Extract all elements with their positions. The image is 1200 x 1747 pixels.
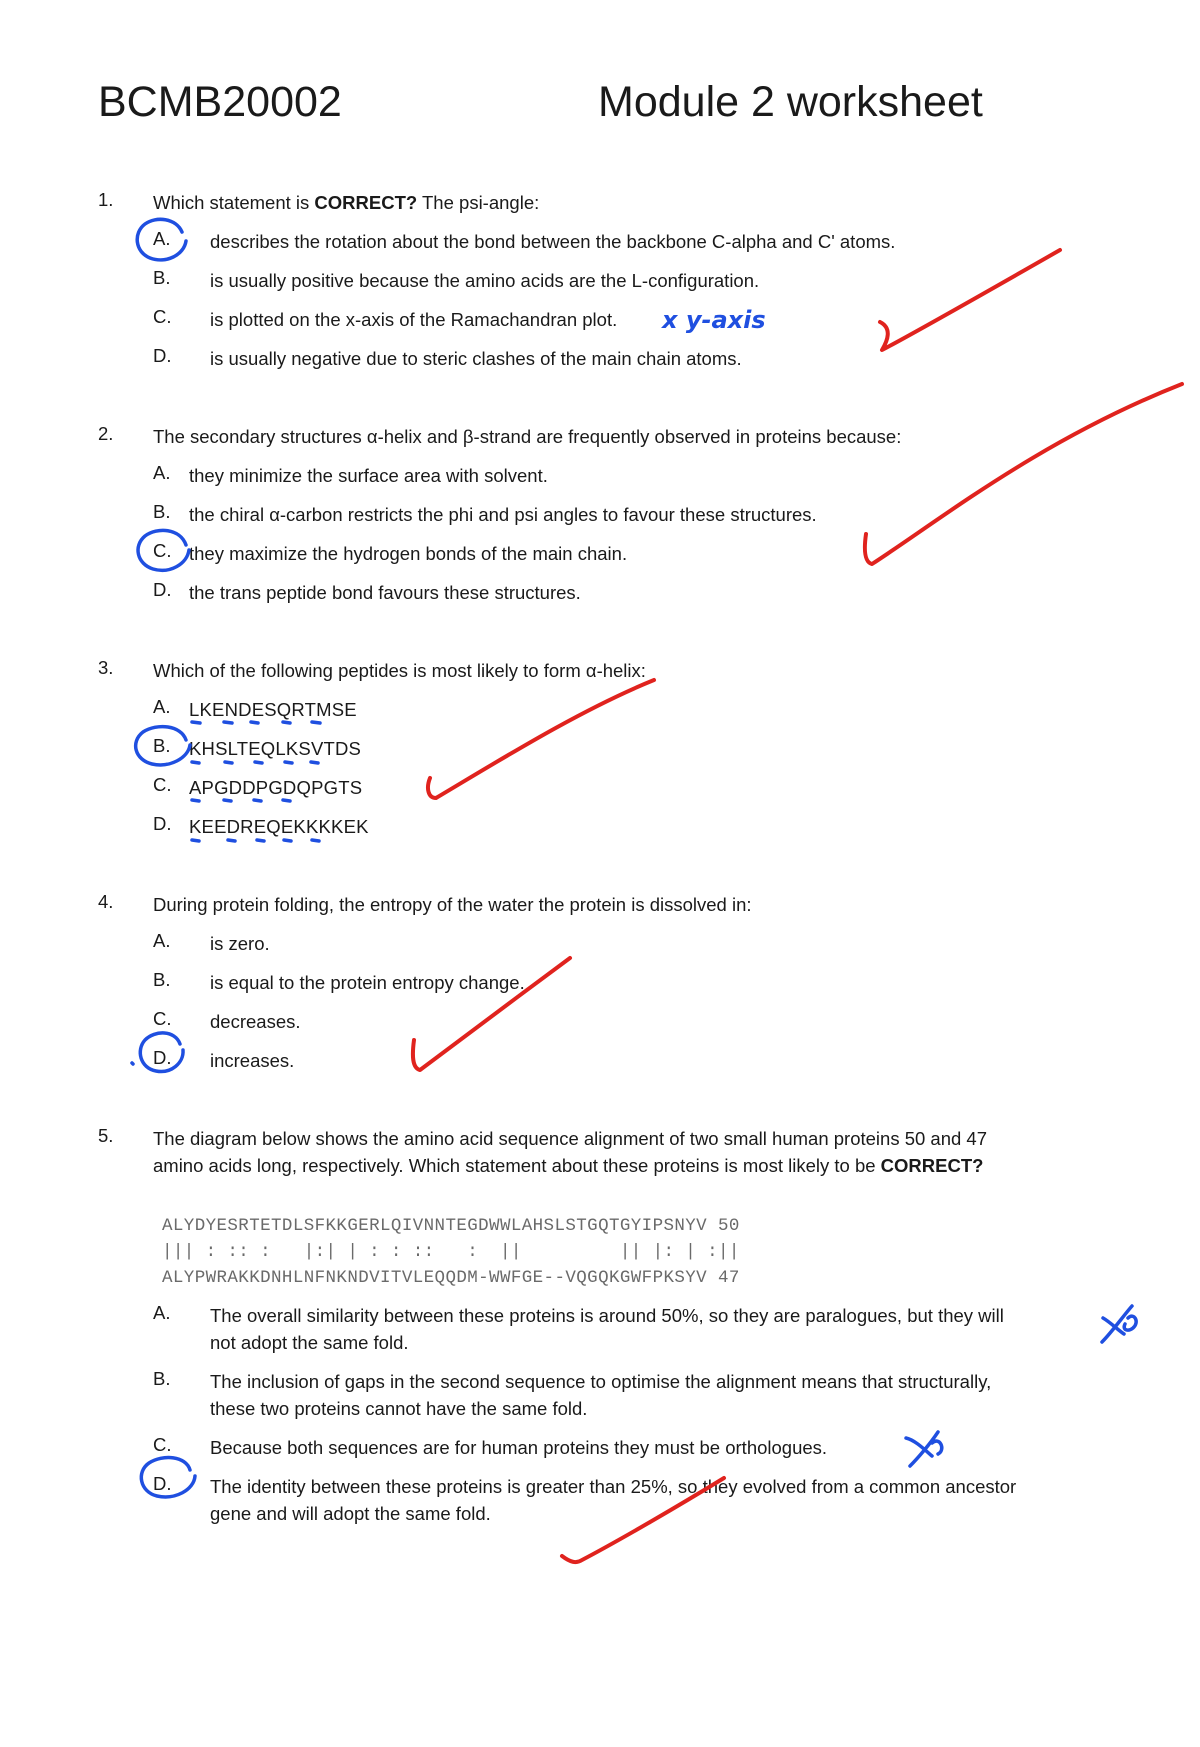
question-text: Which of the following peptides is most likely to form α-helix: <box>153 660 646 681</box>
question-number: 3. <box>98 657 114 678</box>
option-text: is zero. <box>210 933 270 954</box>
option-text: is equal to the protein entropy change. <box>210 972 525 993</box>
option-letter: D. <box>153 579 172 600</box>
pen-dot <box>132 1063 133 1064</box>
option-text: they minimize the surface area with solvent. <box>189 465 548 486</box>
option-letter: C. <box>153 540 172 561</box>
option-letter: B. <box>153 969 171 990</box>
check-mark <box>880 250 1060 350</box>
option-text: The identity between these proteins is greater than 25%, so they evolved from a common ancestor gene and will adopt the same fold. <box>210 1476 1017 1524</box>
option-letter: B. <box>153 735 171 756</box>
option-letter: B. <box>153 267 171 288</box>
option-letter: A. <box>153 696 171 717</box>
option-text: they maximize the hydrogen bonds of the main chain. <box>189 543 628 564</box>
question-number: 4. <box>98 891 114 912</box>
question-text: The diagram below shows the amino acid sequence alignment of two small human proteins 50 and 47 amino acids long, respectively. Which statement about these proteins is most likely to be CORRECT? <box>153 1128 988 1176</box>
course-code: BCMB20002 <box>98 78 342 126</box>
option-letter: A. <box>153 1302 171 1323</box>
alignment-seq-2: ALYPWRAKKDNHLNFNKNDVITVLEQQDM-WWFGE--VQGQKGWFPKSYV 47 <box>162 1268 740 1288</box>
question-text: Which statement is CORRECT? The psi-angle: <box>153 192 540 213</box>
option-text: is usually negative due to steric clashes of the main chain atoms. <box>210 348 742 369</box>
margin-note-axis: x y-axis <box>662 306 766 334</box>
option-letter: C. <box>153 774 172 795</box>
option-letter: D. <box>153 813 172 834</box>
option-letter: B. <box>153 501 171 522</box>
document-title: Module 2 worksheet <box>598 78 983 126</box>
option-letter: B. <box>153 1368 171 1389</box>
option-text: is plotted on the x-axis of the Ramachandran plot. <box>210 309 618 330</box>
option-letter: A. <box>153 462 171 483</box>
option-letter: D. <box>153 1473 172 1494</box>
option-text: The inclusion of gaps in the second sequence to optimise the alignment means that structurally, these two proteins cannot have the same fold. <box>210 1371 992 1419</box>
alignment-match-line: ||| : :: : |:| | : : :: : || || |: | :|| <box>162 1242 740 1262</box>
option-letter: A. <box>153 228 171 249</box>
option-text: The overall similarity between these proteins is around 50%, so they are paralogues, but they will not adopt the same fold. <box>210 1305 1004 1353</box>
option-text: is usually positive because the amino acids are the L-configuration. <box>210 270 760 291</box>
alignment-seq-1: ALYDYESRTETDLSFKKGERLQIVNNTEGDWWLAHSLSTGQTGYIPSNYV 50 <box>162 1216 740 1236</box>
option-text: the chiral α-carbon restricts the phi and psi angles to favour these structures. <box>189 504 817 525</box>
check-mark <box>428 680 654 798</box>
option-text: the trans peptide bond favours these structures. <box>189 582 581 603</box>
option-letter: C. <box>153 1008 172 1029</box>
option-text: decreases. <box>210 1011 301 1032</box>
option-text: describes the rotation about the bond between the backbone C-alpha and C' atoms. <box>210 231 896 252</box>
option-text: Because both sequences are for human proteins they must be orthologues. <box>210 1437 828 1458</box>
option-letter: D. <box>153 1047 172 1068</box>
option-letter: C. <box>153 1434 172 1455</box>
question-number: 5. <box>98 1125 114 1146</box>
peptide-sequence: KEEDREQEKKKKEK <box>189 816 369 837</box>
option-letter: C. <box>153 306 172 327</box>
peptide-sequence: APGDDPGDQPGTS <box>189 777 363 798</box>
option-letter: A. <box>153 930 171 951</box>
peptide-sequence: LKENDESQRTMSE <box>189 699 357 720</box>
question-number: 1. <box>98 189 114 210</box>
option-letter: D. <box>153 345 172 366</box>
question-text: During protein folding, the entropy of the water the protein is dissolved in: <box>153 894 752 915</box>
option-text: increases. <box>210 1050 295 1071</box>
check-mark <box>865 384 1182 564</box>
peptide-sequence: KHSLTEQLKSVTDS <box>189 738 362 759</box>
question-number: 2. <box>98 423 114 444</box>
cross-mark <box>1102 1306 1136 1342</box>
question-text: The secondary structures α-helix and β-strand are frequently observed in proteins because: <box>153 426 902 447</box>
